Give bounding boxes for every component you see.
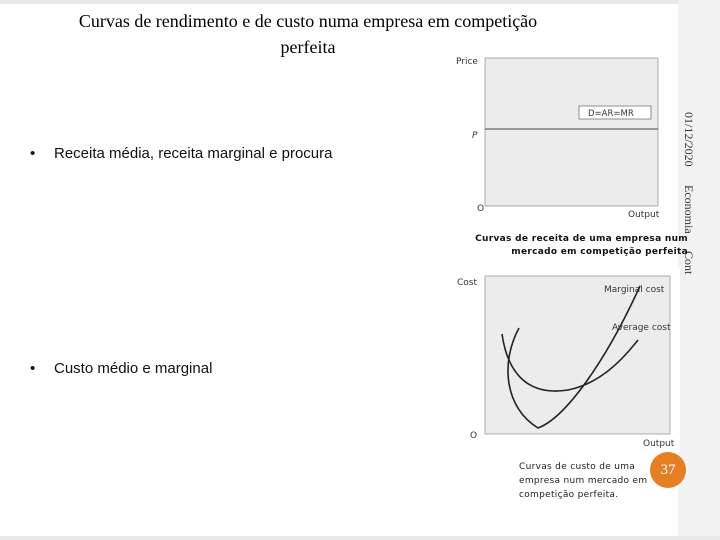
revenue-figure	[450, 50, 670, 225]
fig2-y-axis-label: Cost	[457, 278, 478, 288]
fig2-x-axis-label: Output	[643, 439, 675, 449]
bullet-cost-text: Custo médio e marginal	[54, 360, 213, 377]
bottom-border	[0, 536, 720, 540]
fig1-price-label: P	[472, 131, 478, 141]
footer-cont: Cont	[682, 251, 696, 275]
cost-caption-line1: Curvas de custo de uma	[519, 462, 636, 472]
cost-figure	[450, 268, 680, 453]
fig1-y-axis-label: Price	[456, 57, 478, 67]
fig2-mc-label: Marginal cost	[604, 285, 665, 295]
fig2-origin-label: O	[470, 431, 478, 441]
page-number-badge: 37	[650, 452, 686, 488]
fig2-plot-area	[485, 276, 670, 434]
cost-caption-line3: competição perfeita.	[519, 490, 619, 500]
bullet-dot: •	[30, 360, 36, 377]
footer-economia: Economia	[682, 184, 696, 234]
fig1-line-label: D=AR=MR	[588, 109, 634, 119]
bullet-dot: •	[30, 145, 36, 162]
bullet-revenue	[30, 145, 332, 162]
bullet-revenue-text: Receita média, receita marginal e procura	[54, 145, 333, 162]
cost-caption-line2: empresa num mercado em	[519, 476, 648, 486]
revenue-figure-caption	[470, 233, 688, 259]
revenue-caption-line2: mercado em competição perfeita	[511, 247, 688, 257]
fig1-x-axis-label: Output	[628, 210, 660, 220]
slide-title-line1: Curvas de rendimento e de custo numa empresa em competição	[78, 11, 538, 31]
fig1-plot-area	[485, 58, 658, 206]
bullet-cost	[30, 360, 212, 377]
revenue-caption-line1: Curvas de receita de uma empresa num	[475, 234, 688, 244]
fig2-ac-label: Average cost	[612, 323, 671, 333]
fig1-origin-label: O	[477, 204, 485, 214]
slide-date: 01/12/2020	[682, 112, 696, 167]
slide-title-line2: perfeita	[280, 37, 336, 57]
top-border	[0, 0, 720, 4]
